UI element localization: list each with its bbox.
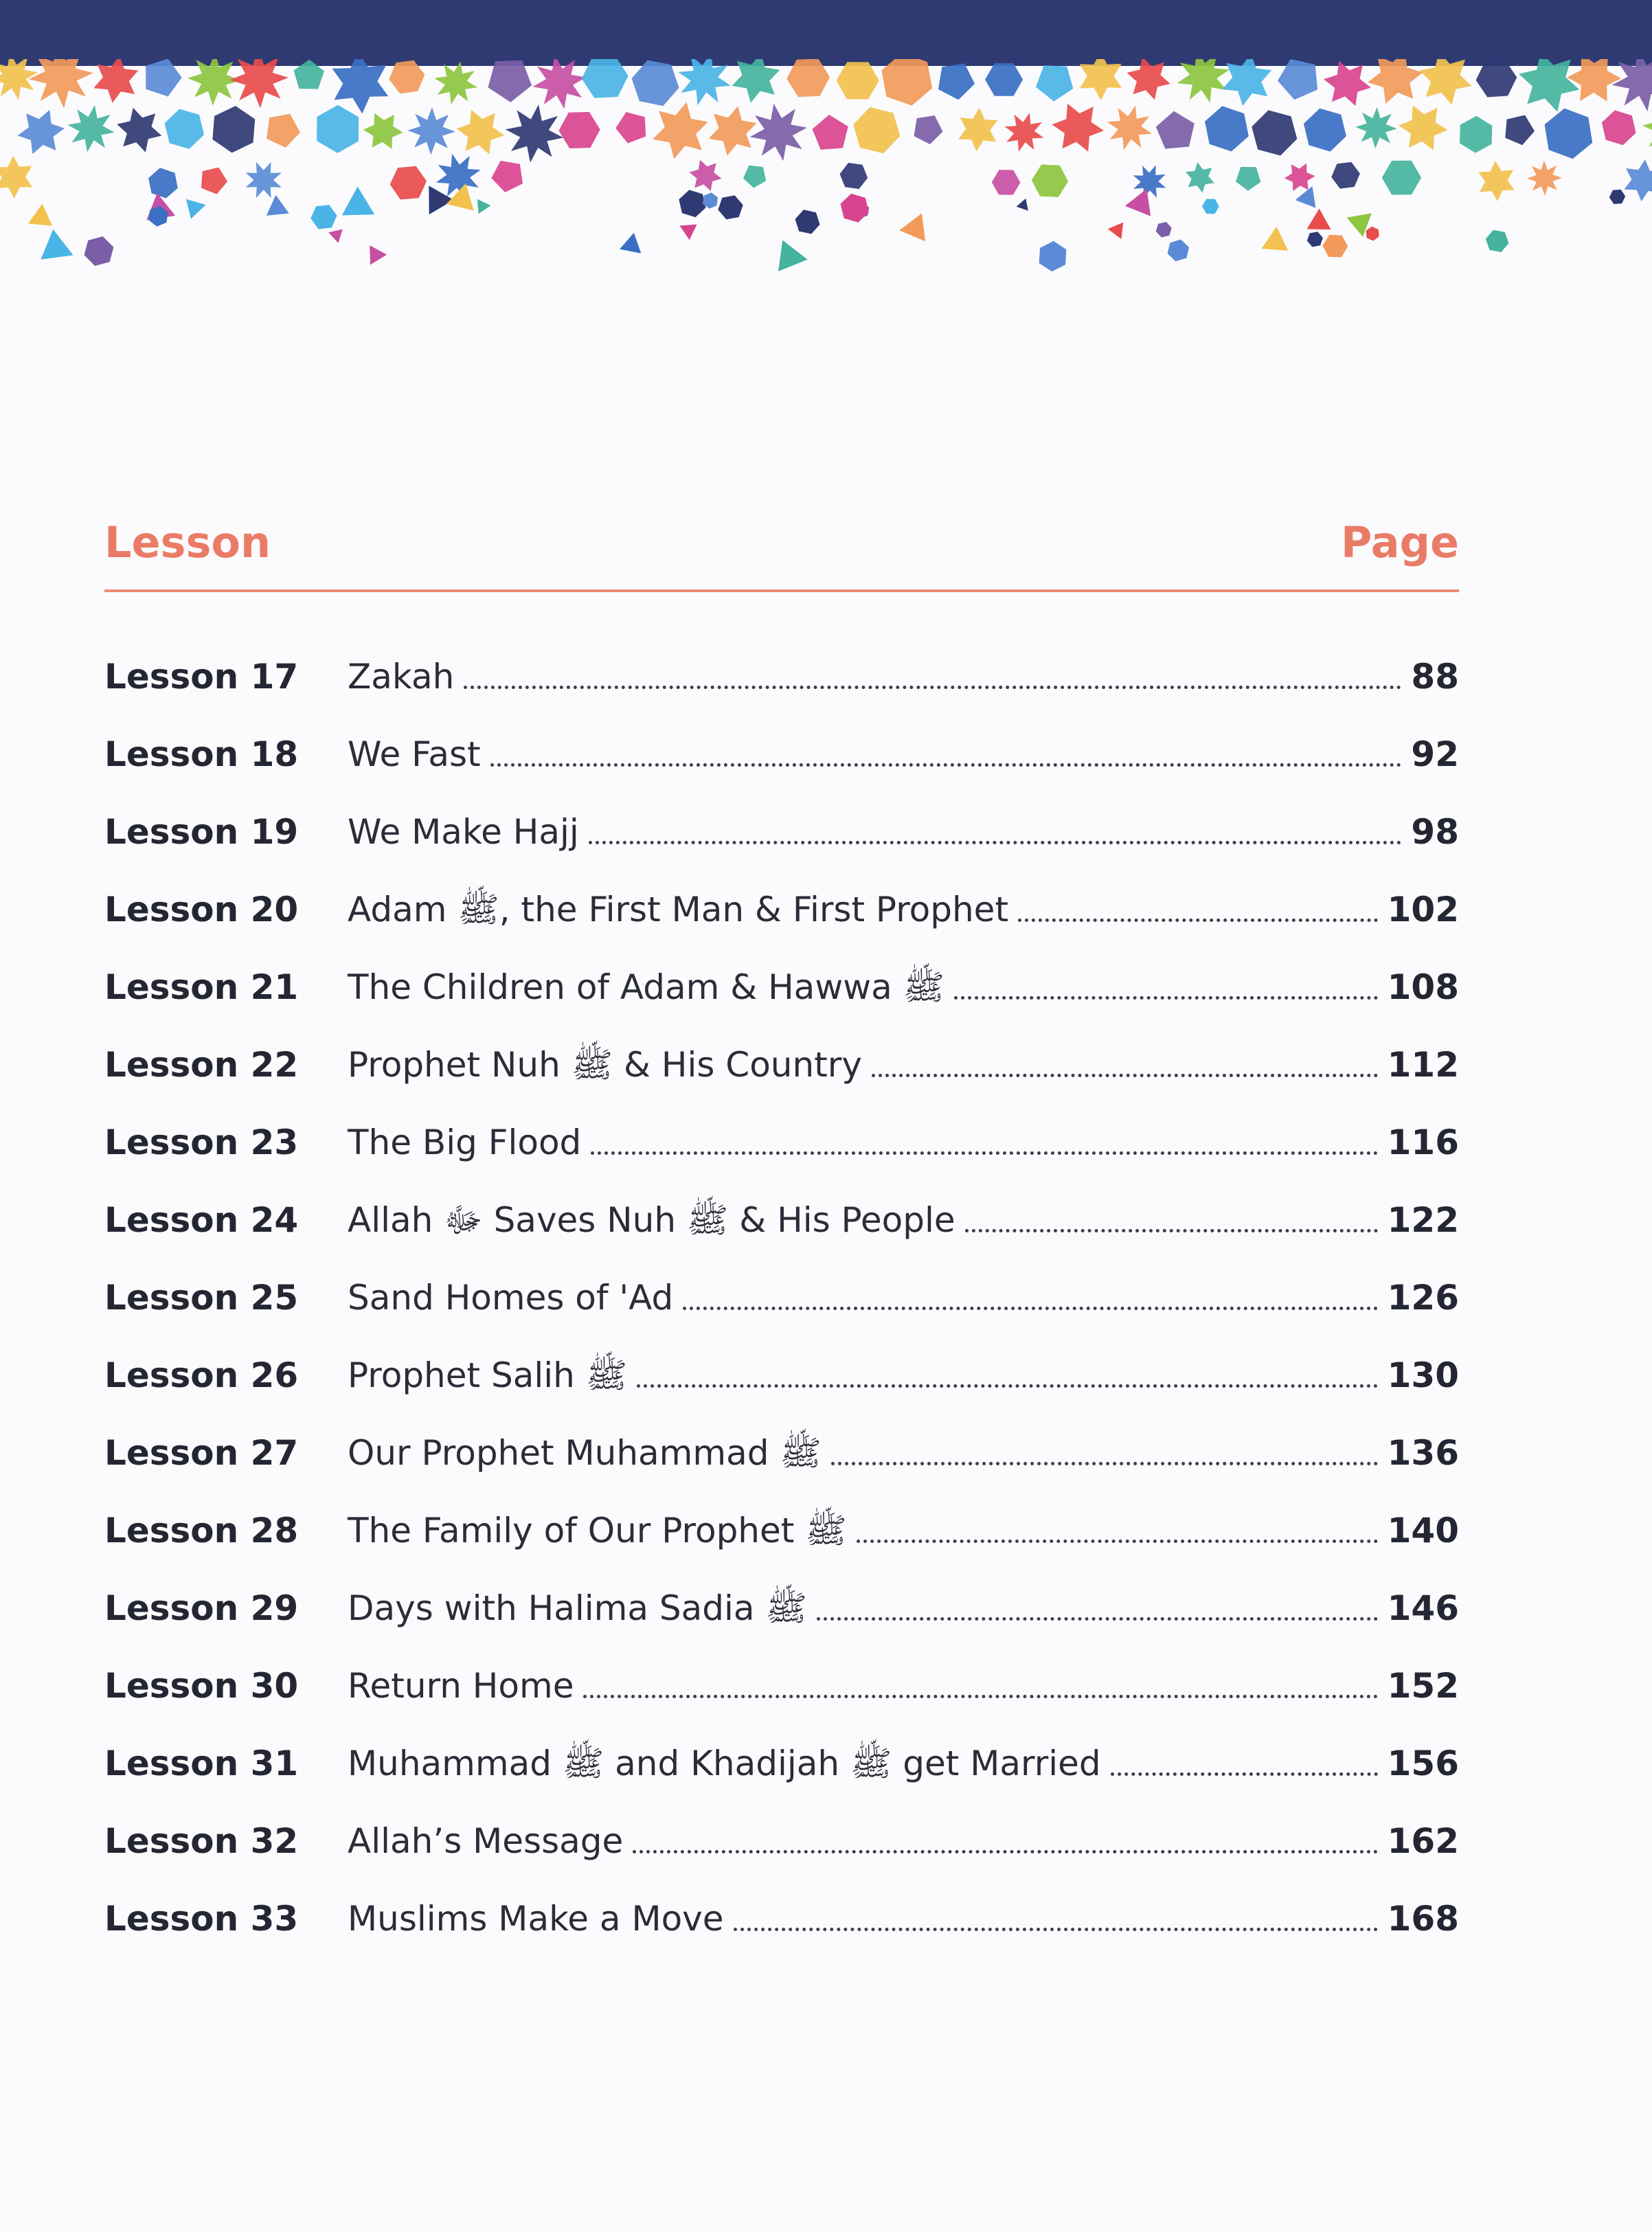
pattern-shape bbox=[1017, 199, 1028, 211]
lesson-number: Lesson 32 bbox=[104, 1821, 299, 1861]
pattern-shape bbox=[93, 59, 138, 103]
pattern-shape bbox=[491, 161, 523, 192]
pattern-shape bbox=[992, 170, 1021, 194]
toc-row-25[interactable] bbox=[104, 1263, 1459, 1341]
pattern-shape bbox=[1624, 159, 1652, 201]
pattern-shape bbox=[148, 168, 178, 198]
pattern-shape bbox=[328, 229, 343, 243]
pattern-shape bbox=[1304, 109, 1346, 152]
pattern-shape bbox=[615, 112, 646, 144]
lesson-title: Zakah bbox=[348, 657, 455, 697]
pattern-shape bbox=[1278, 59, 1317, 100]
lesson-column-header: Lesson bbox=[104, 517, 271, 567]
pattern-shape bbox=[29, 59, 93, 109]
lesson-title: Allah’s Message bbox=[348, 1821, 624, 1861]
toc-row-19[interactable] bbox=[104, 798, 1459, 875]
pattern-shape bbox=[201, 168, 227, 194]
pattern-shape bbox=[477, 199, 491, 214]
toc-row-24[interactable] bbox=[104, 1186, 1459, 1263]
lesson-title: The Family of Our Prophet ﷺ bbox=[348, 1511, 847, 1551]
pattern-shape bbox=[146, 59, 182, 97]
dot-leader bbox=[637, 1376, 1377, 1388]
pattern-shape bbox=[342, 187, 375, 216]
pattern-shape bbox=[1168, 240, 1189, 262]
pattern-shape bbox=[840, 163, 868, 189]
toc-header bbox=[104, 508, 1459, 591]
pattern-shape bbox=[836, 62, 879, 99]
page-number: 152 bbox=[1387, 1666, 1459, 1706]
page-number: 88 bbox=[1411, 657, 1459, 697]
lesson-title: Allah ﷻ Saves Nuh ﷺ & His People bbox=[348, 1200, 955, 1240]
pattern-shape bbox=[558, 112, 600, 148]
pattern-shape bbox=[1032, 165, 1068, 197]
pattern-shape bbox=[317, 105, 359, 153]
pattern-shape bbox=[267, 195, 289, 216]
pattern-shape bbox=[1602, 111, 1636, 146]
lesson-number: Lesson 21 bbox=[104, 967, 299, 1007]
pattern-shape bbox=[84, 236, 114, 266]
page-number: 168 bbox=[1387, 1899, 1459, 1939]
dot-leader bbox=[490, 755, 1402, 767]
pattern-shape bbox=[212, 106, 255, 153]
lesson-title: Adam ﷺ, the First Man & First Prophet bbox=[348, 890, 1009, 929]
pattern-shape bbox=[246, 162, 282, 198]
lesson-number: Lesson 22 bbox=[104, 1045, 299, 1085]
pattern-shape bbox=[914, 115, 943, 144]
pattern-shape bbox=[1460, 116, 1492, 153]
pattern-shape bbox=[1331, 162, 1360, 189]
toc-row-17[interactable] bbox=[104, 642, 1459, 720]
lesson-number: Lesson 24 bbox=[104, 1200, 299, 1240]
page-number: 92 bbox=[1411, 734, 1459, 774]
pattern-shape bbox=[1262, 227, 1289, 251]
pattern-shape bbox=[67, 105, 115, 153]
pattern-shape bbox=[188, 59, 240, 106]
pattern-shape bbox=[1285, 164, 1315, 191]
pattern-shape bbox=[743, 166, 766, 188]
toc-row-18[interactable] bbox=[104, 720, 1459, 798]
table-of-contents bbox=[104, 642, 1459, 1962]
dot-leader bbox=[817, 1609, 1378, 1621]
pattern-shape bbox=[1039, 241, 1067, 271]
lesson-title: Muslims Make a Move bbox=[348, 1899, 724, 1939]
pattern-shape bbox=[1127, 59, 1170, 100]
pattern-shape bbox=[1156, 111, 1195, 149]
dot-leader bbox=[1018, 910, 1378, 922]
pattern-shape bbox=[620, 233, 641, 253]
lesson-number: Lesson 31 bbox=[104, 1744, 299, 1783]
page-number: 146 bbox=[1387, 1588, 1459, 1628]
pattern-shape bbox=[0, 156, 32, 199]
pattern-shape bbox=[985, 63, 1023, 96]
page-number: 98 bbox=[1411, 812, 1459, 852]
pattern-shape bbox=[813, 115, 848, 150]
lesson-title: We Fast bbox=[348, 734, 481, 774]
lesson-number: Lesson 30 bbox=[104, 1666, 299, 1706]
pattern-shape bbox=[1052, 104, 1104, 152]
dot-leader bbox=[954, 988, 1378, 1000]
dot-leader bbox=[965, 1221, 1378, 1232]
lesson-number: Lesson 17 bbox=[104, 657, 299, 697]
pattern-shape bbox=[488, 60, 532, 102]
pattern-shape bbox=[117, 108, 161, 153]
pattern-shape bbox=[533, 59, 587, 109]
pattern-shape bbox=[1307, 232, 1323, 247]
lesson-number: Lesson 23 bbox=[104, 1123, 299, 1162]
pattern-shape bbox=[1202, 199, 1219, 214]
pattern-shape bbox=[938, 63, 975, 100]
pattern-shape bbox=[363, 113, 403, 149]
pattern-shape bbox=[1222, 59, 1271, 106]
dot-leader bbox=[464, 677, 1401, 689]
pattern-shape bbox=[1322, 235, 1348, 258]
pattern-shape bbox=[795, 210, 820, 234]
pattern-shape bbox=[390, 166, 427, 200]
page-number: 162 bbox=[1387, 1821, 1459, 1861]
pattern-shape bbox=[1005, 113, 1044, 152]
pattern-shape bbox=[1108, 223, 1124, 239]
lesson-title: Days with Halima Sadia ﷺ bbox=[348, 1588, 807, 1628]
lesson-number: Lesson 18 bbox=[104, 734, 299, 774]
pattern-shape bbox=[1545, 109, 1593, 159]
top-color-band bbox=[0, 0, 1652, 66]
pattern-shape bbox=[1133, 165, 1166, 198]
pattern-shape bbox=[680, 225, 697, 240]
lesson-number: Lesson 26 bbox=[104, 1355, 299, 1395]
pattern-shape bbox=[1382, 161, 1421, 195]
pattern-shape bbox=[1307, 209, 1331, 230]
toc-row-28[interactable] bbox=[104, 1496, 1459, 1574]
dot-leader bbox=[734, 1919, 1378, 1931]
pattern-shape bbox=[1366, 227, 1379, 241]
pattern-shape bbox=[506, 104, 563, 163]
pattern-shape bbox=[1476, 60, 1517, 98]
pattern-shape bbox=[267, 114, 300, 148]
pattern-shape bbox=[1478, 161, 1515, 201]
page-number: 108 bbox=[1387, 967, 1459, 1007]
lesson-title: Return Home bbox=[348, 1666, 574, 1706]
pattern-shape bbox=[434, 61, 477, 104]
pattern-shape bbox=[389, 60, 425, 94]
toc-row-31[interactable] bbox=[104, 1729, 1459, 1807]
page-number: 116 bbox=[1387, 1123, 1459, 1162]
pattern-shape bbox=[1505, 115, 1535, 146]
pattern-shape bbox=[408, 107, 455, 155]
pattern-shape bbox=[1236, 167, 1260, 191]
pattern-shape bbox=[1177, 59, 1230, 103]
pattern-shape bbox=[1107, 106, 1152, 150]
toc-row-22[interactable] bbox=[104, 1030, 1459, 1108]
lesson-number: Lesson 29 bbox=[104, 1588, 299, 1628]
page-number: 130 bbox=[1387, 1355, 1459, 1395]
pattern-shape bbox=[1295, 186, 1316, 208]
toc-row-20[interactable] bbox=[104, 875, 1459, 953]
pattern-shape bbox=[1612, 59, 1652, 111]
toc-row-30[interactable] bbox=[104, 1652, 1459, 1729]
lesson-title: Prophet Nuh ﷺ & His Country bbox=[348, 1045, 862, 1085]
dot-leader bbox=[831, 1454, 1378, 1465]
page-number: 136 bbox=[1387, 1433, 1459, 1473]
pattern-shape bbox=[1205, 106, 1249, 151]
pattern-shape bbox=[1080, 59, 1122, 100]
pattern-shape bbox=[1567, 59, 1621, 102]
pattern-shape bbox=[881, 59, 932, 106]
page-number: 122 bbox=[1387, 1200, 1459, 1240]
pattern-shape bbox=[958, 108, 997, 152]
pattern-shape bbox=[1486, 230, 1509, 252]
pattern-shape bbox=[1186, 162, 1214, 192]
pattern-shape bbox=[294, 60, 325, 89]
pattern-shape bbox=[750, 104, 807, 161]
page-number: 156 bbox=[1387, 1744, 1459, 1783]
page-number: 112 bbox=[1387, 1045, 1459, 1085]
pattern-shape bbox=[632, 60, 679, 106]
page-number: 126 bbox=[1387, 1278, 1459, 1318]
toc-row-23[interactable] bbox=[104, 1108, 1459, 1186]
pattern-shape bbox=[165, 109, 205, 149]
lesson-title: The Children of Adam & Hawwa ﷺ bbox=[348, 967, 945, 1007]
lesson-title: The Big Flood bbox=[348, 1123, 582, 1162]
dot-leader bbox=[589, 833, 1402, 844]
dot-leader bbox=[591, 1143, 1377, 1155]
toc-row-26[interactable] bbox=[104, 1341, 1459, 1419]
pattern-shape bbox=[678, 59, 731, 105]
toc-row-21[interactable] bbox=[104, 953, 1459, 1030]
pattern-shape bbox=[1355, 107, 1396, 148]
lesson-number: Lesson 19 bbox=[104, 812, 299, 852]
pattern-shape bbox=[718, 195, 743, 219]
geometric-star-pattern bbox=[0, 59, 1652, 279]
pattern-shape bbox=[1036, 65, 1073, 101]
dot-leader bbox=[583, 1687, 1377, 1698]
pattern-shape bbox=[1324, 61, 1371, 106]
pattern-shape bbox=[841, 194, 870, 223]
toc-row-32[interactable] bbox=[104, 1807, 1459, 1884]
pattern-shape bbox=[582, 59, 629, 98]
toc-row-33[interactable] bbox=[104, 1884, 1459, 1962]
page-column-header: Page bbox=[1340, 517, 1459, 567]
pattern-shape bbox=[708, 106, 756, 155]
pattern-shape bbox=[1368, 59, 1423, 104]
pattern-shape bbox=[679, 190, 705, 217]
toc-row-29[interactable] bbox=[104, 1574, 1459, 1652]
dot-leader bbox=[857, 1531, 1378, 1543]
pattern-shape bbox=[732, 59, 780, 103]
pattern-shape bbox=[653, 102, 708, 159]
pattern-shape bbox=[1519, 59, 1579, 112]
lesson-number: Lesson 28 bbox=[104, 1511, 299, 1551]
lesson-title: Sand Homes of 'Ad bbox=[348, 1278, 674, 1318]
lesson-number: Lesson 27 bbox=[104, 1433, 299, 1473]
lesson-title: Prophet Salih ﷺ bbox=[348, 1355, 628, 1395]
dot-leader bbox=[872, 1066, 1378, 1077]
lesson-title: Muhammad ﷺ and Khadijah ﷺ get Married bbox=[348, 1744, 1101, 1783]
page-number: 102 bbox=[1387, 890, 1459, 929]
pattern-shape bbox=[41, 229, 73, 260]
pattern-shape bbox=[778, 240, 808, 271]
lesson-title: We Make Hajj bbox=[348, 812, 579, 852]
pattern-shape bbox=[310, 205, 337, 229]
pattern-shape bbox=[853, 107, 900, 153]
pattern-shape bbox=[899, 214, 925, 242]
pattern-shape bbox=[1527, 161, 1562, 196]
pattern-shape bbox=[229, 59, 288, 109]
dot-leader bbox=[683, 1298, 1377, 1310]
lesson-number: Lesson 20 bbox=[104, 890, 299, 929]
toc-row-27[interactable] bbox=[104, 1419, 1459, 1496]
lesson-number: Lesson 33 bbox=[104, 1899, 299, 1939]
pattern-shape bbox=[370, 245, 387, 264]
pattern-shape bbox=[1156, 222, 1172, 238]
pattern-shape bbox=[457, 110, 504, 155]
pattern-shape bbox=[1609, 190, 1625, 204]
pattern-shape bbox=[28, 204, 52, 226]
page-number: 140 bbox=[1387, 1511, 1459, 1551]
lesson-number: Lesson 25 bbox=[104, 1278, 299, 1318]
lesson-title: Our Prophet Muhammad ﷺ bbox=[348, 1433, 822, 1473]
pattern-shape bbox=[1125, 189, 1151, 216]
dot-leader bbox=[633, 1842, 1377, 1853]
pattern-shape bbox=[1399, 106, 1448, 150]
pattern-shape bbox=[18, 110, 65, 155]
pattern-shape bbox=[332, 59, 388, 114]
pattern-shape bbox=[1252, 110, 1297, 155]
header-divider bbox=[104, 589, 1459, 592]
pattern-shape bbox=[787, 59, 830, 97]
dot-leader bbox=[1111, 1764, 1378, 1776]
pattern-shape bbox=[186, 199, 206, 219]
pattern-shape bbox=[689, 160, 721, 192]
pattern-shape bbox=[1419, 59, 1471, 105]
